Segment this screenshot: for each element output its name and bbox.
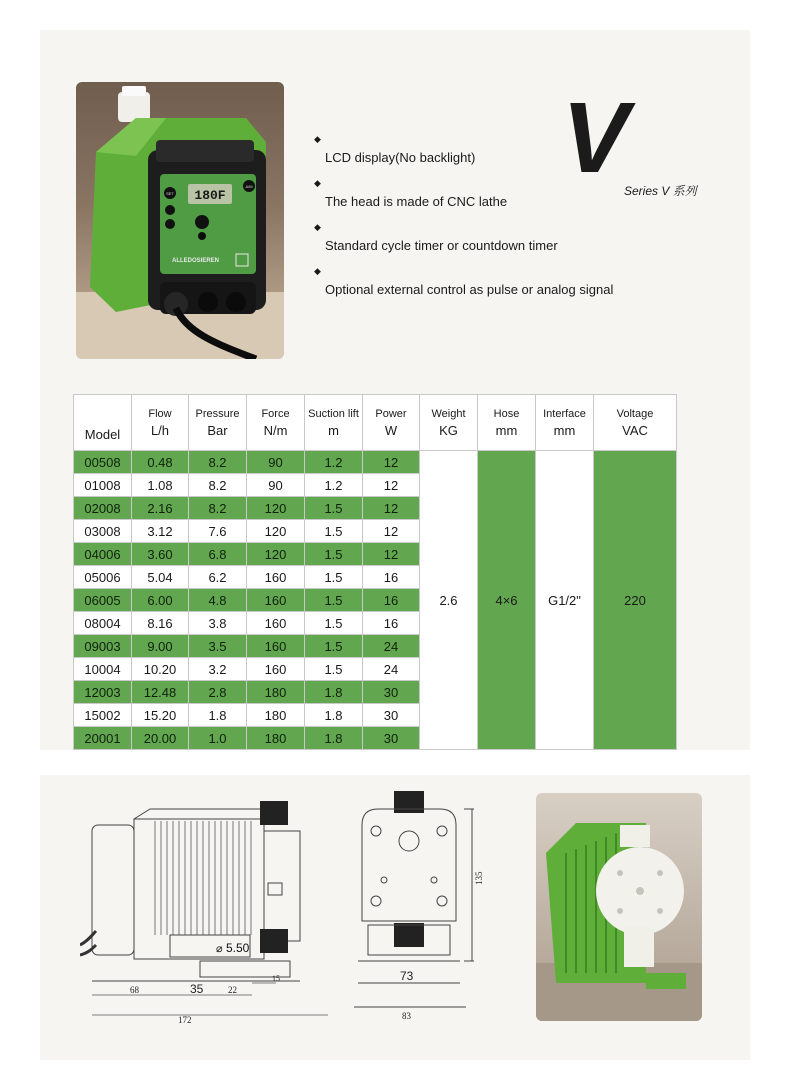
- voltage-cell: 220: [594, 451, 677, 750]
- pump-illustration: [76, 82, 284, 359]
- header-flow: Flow L/h: [132, 395, 189, 451]
- dim-15: 15: [272, 974, 280, 983]
- dim-83: 83: [402, 1011, 411, 1021]
- header-suction-lift: Suction lift m: [305, 395, 363, 451]
- header-pressure: Pressure Bar: [189, 395, 247, 451]
- top-panel: 180F SET A/M ALLEDOSIEREN ◆ LCD display(No backlight) ◆ The head is made of CNC lathe ◆ Standard cycle timer or countdown timer ◆ Optional external control as pulse or analog signal V Series V 系列 Model Flow L/h Pressure Bar Force N/m Suction lift m Power W Weight KG Hose mm Interface mm Voltage VAC 00508 0.48 8.2 90 1.2 12 2.6 4×6 G1/2" 220 01008 1.08 8.2 90 1.2 12 02008 2.16 8.2 120 1.5 12 03008 3.12 7.6 120 1.5 12 04006 3.60 6.8 120 1.5 12 05006 5.04 6.2 160 1.5 16 06005 6.00 4.8 160 1.5 16 08004 8.16 3.8 160 1.5 16 09003 9.00 3.5 160 1.5 24 10004 10.20 3.2 160 1.5 24 12003 12.48 2.8 180 1.8 30 15002 15.20 1.8 180 1.8 30 20001 20.00 1.0 180 1.8 30: [40, 30, 750, 750]
- table-row: 00508 0.48 8.2 90 1.2 12 2.6 4×6 G1/2" 220: [74, 451, 677, 474]
- pump-head-illustration: [536, 793, 702, 1021]
- front-view-drawing: [354, 785, 514, 1025]
- header-weight: Weight KG: [420, 395, 478, 451]
- header-hose: Hose mm: [478, 395, 536, 451]
- table-row: 05006 5.04 6.2 160 1.5 16: [74, 566, 677, 589]
- hose-cell: 4×6: [478, 451, 536, 750]
- table-row: 10004 10.20 3.2 160 1.5 24: [74, 658, 677, 681]
- table-row: 12003 12.48 2.8 180 1.8 30: [74, 681, 677, 704]
- table-header-row: [74, 395, 677, 451]
- diamond-bullet-icon: ◆: [314, 266, 321, 276]
- header-model: Model: [74, 395, 132, 451]
- dim-22: 22: [228, 985, 237, 995]
- side-view-drawing: [80, 785, 330, 1025]
- lcd-readout: 180F: [194, 188, 226, 203]
- table-row: 06005 6.00 4.8 160 1.5 16: [74, 589, 677, 612]
- series-letter: V: [562, 82, 625, 194]
- dim-68: 68: [130, 985, 139, 995]
- table-row: 01008 1.08 8.2 90 1.2 12: [74, 474, 677, 497]
- bottom-panel: [40, 775, 750, 1060]
- diamond-bullet-icon: ◆: [314, 178, 321, 188]
- table-row: 08004 8.16 3.8 160 1.5 16: [74, 612, 677, 635]
- interface-cell: G1/2": [536, 451, 594, 750]
- header-voltage: Voltage VAC: [594, 395, 677, 451]
- am-key-label: A/M: [245, 184, 253, 189]
- diameter-value: 5.50: [226, 941, 250, 955]
- pump-photo: [76, 82, 284, 359]
- diamond-bullet-icon: ◆: [314, 134, 321, 144]
- table-row: 02008 2.16 8.2 120 1.5 12: [74, 497, 677, 520]
- header-power: Power W: [363, 395, 420, 451]
- table-row: 15002 15.20 1.8 180 1.8 30: [74, 704, 677, 727]
- pump-head-photo: [536, 793, 702, 1021]
- header-interface: Interface mm: [536, 395, 594, 451]
- header-force: Force N/m: [247, 395, 305, 451]
- spec-table: [73, 394, 677, 750]
- table-row: 04006 3.60 6.8 120 1.5 12: [74, 543, 677, 566]
- weight-cell: 2.6: [420, 451, 478, 750]
- table-row: 09003 9.00 3.5 160 1.5 24: [74, 635, 677, 658]
- diamond-bullet-icon: ◆: [314, 222, 321, 232]
- dim-73: 73: [400, 969, 414, 983]
- set-key-label: SET: [166, 191, 174, 196]
- table-row: 03008 3.12 7.6 120 1.5 12: [74, 520, 677, 543]
- series-label: Series V 系列: [624, 184, 697, 198]
- diameter-symbol: ⌀: [216, 943, 223, 955]
- dim-135: 135: [474, 871, 484, 885]
- dim-172: 172: [178, 1015, 192, 1025]
- dim-35: 35: [190, 982, 204, 996]
- brand-label: ALLEDOSIEREN: [172, 258, 220, 264]
- table-row: 20001 20.00 1.0 180 1.8 30: [74, 727, 677, 750]
